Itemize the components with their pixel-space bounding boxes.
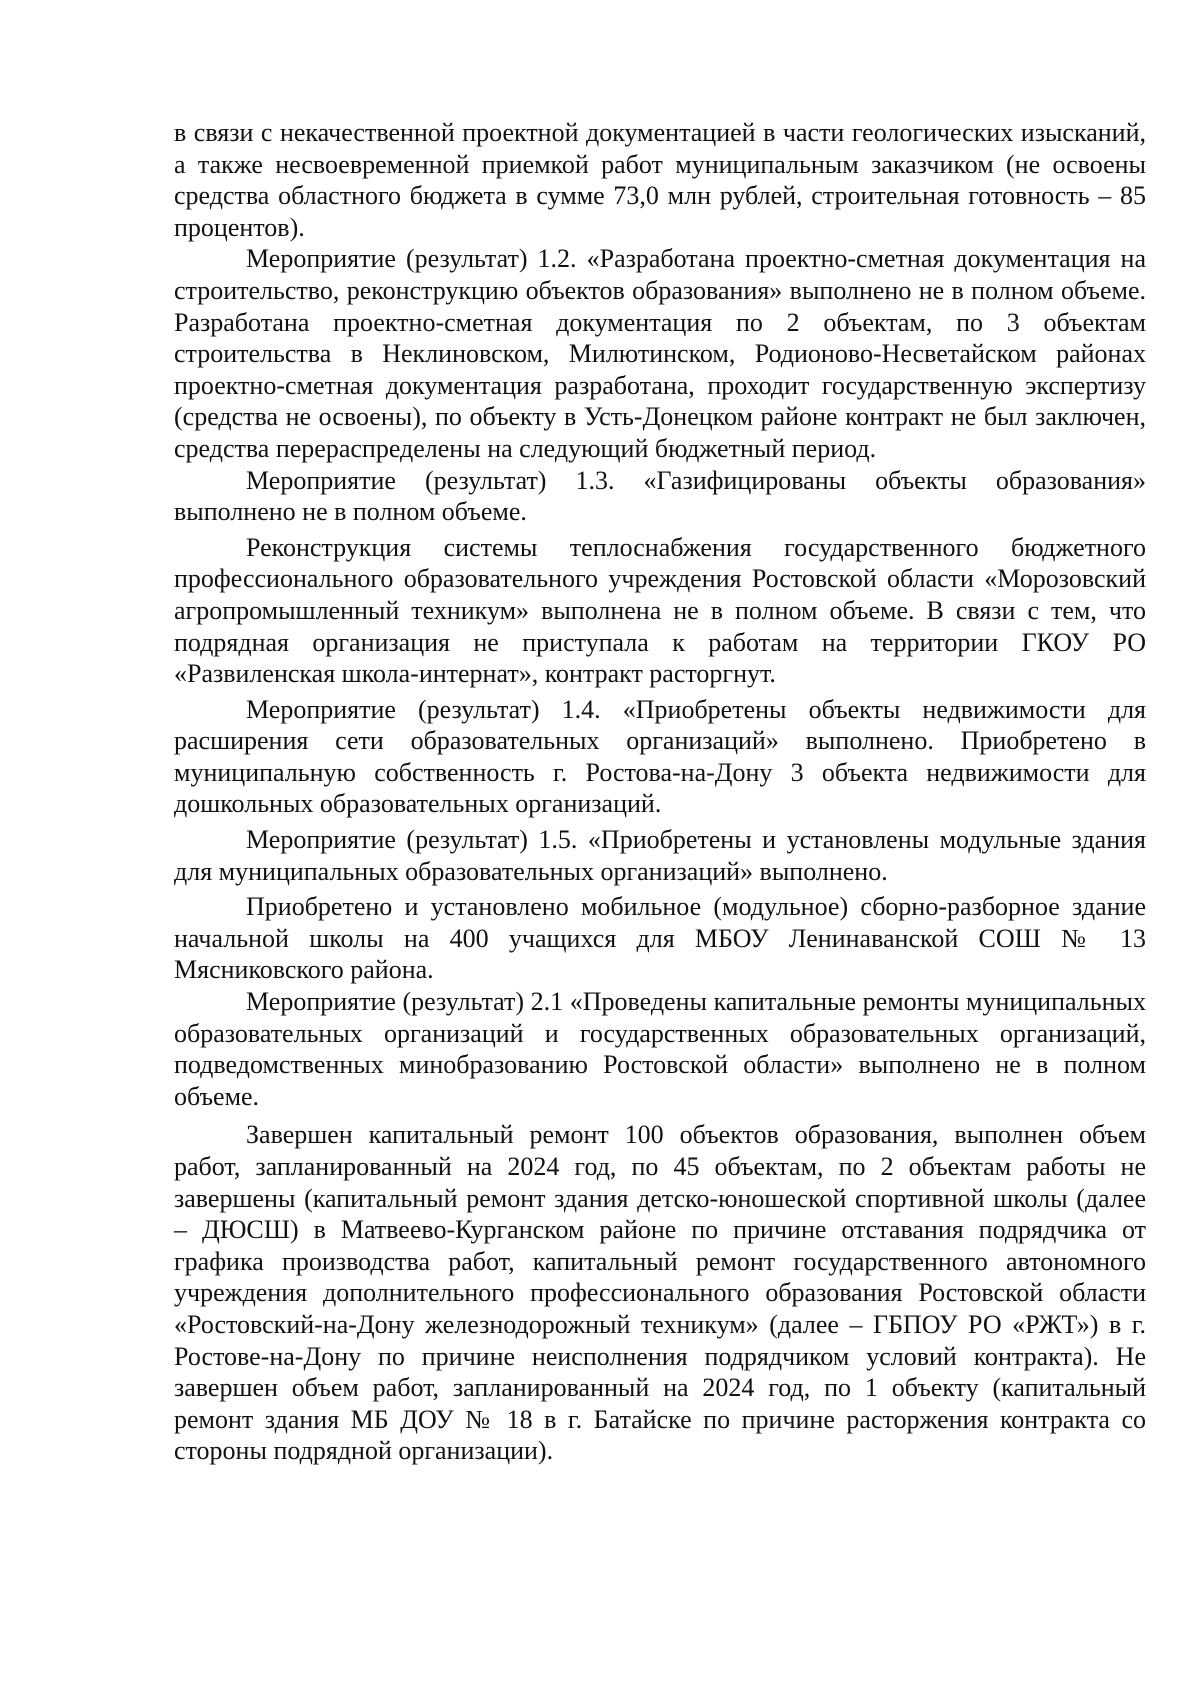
paragraph-measure-1-5: Мероприятие (результат) 1.5. «Приобретены и установлены модульные здания для муниципальных образовательных организаций» выполнено. [174, 825, 1146, 886]
document-page [174, 117, 1146, 1467]
paragraph-continuation: в связи с некачественной проектной документацией в части геологических изысканий, а также несвоевременной приемкой работ муниципальным заказчиком (не освоены средства областного бюджета в сумме 73,0 млн рублей, строительная готовность – 85 процентов). [174, 118, 1146, 242]
paragraph-measure-1-2: Мероприятие (результат) 1.2. «Разработана проектно-сметная документация на строительство, реконструкцию объектов образования» выполнено не в полном объеме. Разработана проектно-сметная документация по 2 объектам, по 3 объектам строительства в Неклиновском, Милютинском, Родионово-Несветайском районах проектно-сметная документация разработана, проходит государственную экспертизу (средства не освоены), по объекту в Усть-Донецком районе контракт не был заключен, средства перераспределены на следующий бюджетный период. [174, 244, 1146, 463]
paragraph-modular-school: Приобретено и установлено мобильное (модульное) сборно-разборное здание начальной школы на 400 учащихся для МБОУ Ленинаванской СОШ № 13 Мясниковского района. [174, 892, 1146, 985]
paragraph-measure-1-3: Мероприятие (результат) 1.3. «Газифицированы объекты образования» выполнено не в полном объеме. [174, 465, 1146, 527]
paragraph-capital-repair: Завершен капитальный ремонт 100 объектов образования, выполнен объем работ, запланированный на 2024 год, по 45 объектам, по 2 объектам работы не завершены (капитальный ремонт здания детско-юношеской спортивной школы (далее – ДЮСШ) в Матвеево-Курганском районе по причине отставания подрядчика от графика производства работ, капитальный ремонт государственного автономного учреждения дополнительного профессионального образования Ростовской области «Ростовский-на-Дону железнодорожный техникум» (далее – ГБПОУ РО «РЖТ») в г. Ростове-на-Дону по причине неисполнения подрядчиком условий контракта). Не завершен объем работ, запланированный на 2024 год, по 1 объекту (капитальный ремонт здания МБ ДОУ № 18 в г. Батайске по причине расторжения контракта со стороны подрядной организации). [174, 1120, 1146, 1466]
paragraph-measure-2-1: Мероприятие (результат) 2.1 «Проведены капитальные ремонты муниципальных образовательных организаций и государственных образовательных организаций, подведомственных минобразованию Ростовской области» выполнено не в полном объеме. [174, 987, 1146, 1111]
paragraph-heat-supply: Реконструкция системы теплоснабжения государственного бюджетного профессионального образовательного учреждения Ростовской области «Морозовский агропромышленный техникум» выполнена не в полном объеме. В связи с тем, что подрядная организация не приступала к работам на территории ГКОУ РО «Развиленская школа-интернат», контракт расторгнут. [174, 532, 1146, 689]
paragraph-measure-1-4: Мероприятие (результат) 1.4. «Приобретены объекты недвижимости для расширения сети образовательных организаций» выполнено. Приобретено в муниципальную собственность г. Ростова-на-Дону 3 объекта недвижимости для дошкольных образовательных организаций. [174, 694, 1146, 819]
